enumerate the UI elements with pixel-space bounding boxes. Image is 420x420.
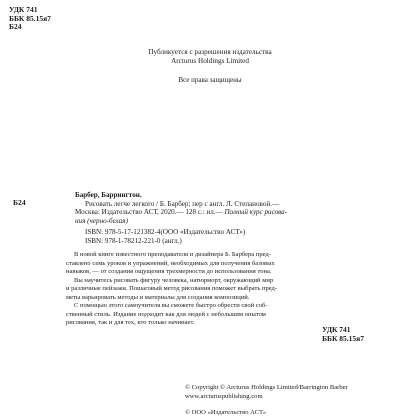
publisher-name: Arcturus Holdings Limited [171, 57, 249, 65]
annotation-line: В новой книге известного преподавателя и дизайнера Б. Барбера пред- [74, 251, 271, 258]
copyright-notice [185, 384, 415, 418]
isbn-list [75, 228, 375, 245]
classification-block-top [9, 6, 51, 32]
copyright-original: © Copyright © Arcturus Holdings Limited/Barrington Barber [185, 384, 348, 391]
bbk-code-bottom: ББК 85.15я7 [322, 333, 364, 343]
annotation-line: ставлено семь уроков и упражнений, необходимых для получения базовых [66, 259, 275, 267]
classification-block-bottom [322, 326, 364, 343]
biblio-index: Б24 [13, 198, 26, 207]
annotation-line: меты варьировать методы и материалы для создания композиций. [66, 293, 250, 301]
biblio-imprint-text: Москва: Издательство АСТ, 2020.— 128 с.: ил.— [75, 208, 223, 217]
isbn-original: ISBN: 978-1-78212-221-0 (англ.) [85, 236, 182, 245]
biblio-series-part1: Полный курс рисова- [224, 208, 288, 217]
copyright-ast: © ООО «Издательство АСТ» [185, 409, 267, 416]
annotation-line: Вы научитесь рисовать фигуру человека, натюрморт, окружающий мир [74, 276, 274, 284]
biblio-author: Барбер, Баррингтон. [75, 191, 142, 199]
rights-reserved: Все права защищены [178, 76, 242, 84]
biblio-title-line: Рисовать легче легкого / Б. Барбер; пер с англ. Л. Степановой.— [85, 199, 280, 208]
copyright-spacer [185, 401, 415, 409]
annotation-line: ственный стиль. Издание подходит как для людей с небольшим опытом [66, 310, 266, 318]
bbk-code: ББК 85.15я7 [9, 13, 51, 23]
annotation-line: навыков, — от создания ощущения трехмерности до использования тона. [66, 268, 272, 275]
isbn-ast: ISBN: 978-5-17-121382-4(ООО «Издательство АСТ») [85, 228, 246, 237]
bibliographic-record [13, 191, 375, 246]
biblio-imprint-line [75, 208, 375, 217]
publication-permission [0, 48, 420, 66]
annotation-line: и различные пейзажи. Пошаговый метод рисования поможет выбрать пред- [66, 285, 278, 292]
biblio-series-part2: ния (черно-белая) [75, 216, 128, 225]
publisher-website: www.arcturuspublishing.com [185, 392, 263, 400]
udk-code-bottom: УДК 741 [322, 325, 351, 334]
permission-line: Публикуется с разрешения издательства [148, 48, 272, 56]
book-annotation [66, 251, 371, 328]
author-mark: Б24 [9, 22, 22, 32]
annotation-line: рисования, так и для тех, кто только начинает. [66, 319, 195, 326]
annotation-line: С помощью этого самоучителя вы сможете быстро обрести свой соб- [74, 302, 268, 309]
udk-code: УДК 741 [9, 5, 38, 14]
